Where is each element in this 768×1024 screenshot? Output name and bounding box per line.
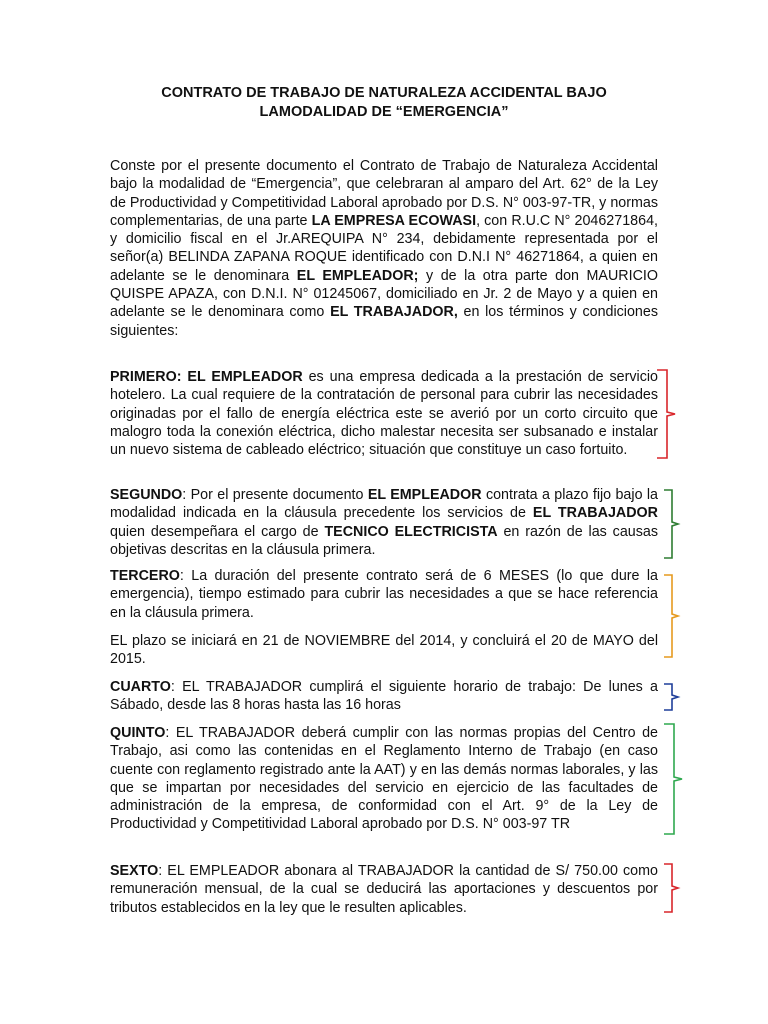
brace-tercero-path: [664, 575, 678, 657]
title-line-2: LAMODALIDAD DE “EMERGENCIA”: [259, 104, 509, 120]
brace-quinto-path: [664, 724, 682, 834]
cuarto-heading: CUARTO: [110, 679, 171, 695]
intro-text-1: Conste por el presente documento el Contrato de Trabajo de Naturaleza Accidental bajo la modalidad de “Emergencia”, que celebraran al amparo del Art. 62° de la Ley de Productividad y Competitividad Laboral aprobado por D.S. N° 003-97-TR, y normas complementarias, de una parte: [110, 158, 658, 229]
sexto-heading: SEXTO: [110, 863, 159, 879]
clause-cuarto: [110, 678, 658, 715]
intro-bold-empresa: LA EMPRESA ECOWASI: [311, 212, 477, 229]
primero-heading: PRIMERO: EL EMPLEADOR: [110, 369, 303, 385]
brace-cuarto: [662, 682, 684, 712]
quinto-text: : EL TRABAJADOR deberá cumplir con las normas propias del Centro de Trabajo, asi como las contenidas en el Reglamento Interno de Trabajo (en caso cuente con reglamento registrado ante la AAT) y en las demás normas laborales, y las que se impartan por necesidades del servicio en ejercicio de las facultades de administración de la empresa, de conformidad con el Art. 9° de la Ley de Productividad y Competitividad Laboral aprobado por D.S. N° 003-97 TR: [110, 725, 658, 833]
brace-sexto: [662, 862, 684, 914]
intro-paragraph: [110, 157, 658, 340]
intro-text-2: , con R.U.C N° 2046271864, y domicilio fiscal en el Jr.AREQUIPA N° 234, debidamente representada por el señor(a) BELINDA ZAPANA ROQUE identificado con D.N.I N° 46271864, a quien en adelante se le denominara: [110, 212, 658, 284]
intro-bold-trabajador: EL TRABAJADOR,: [330, 304, 458, 321]
segundo-text-3: quien desempeñara el cargo de: [110, 523, 325, 540]
segundo-text-1: : Por el presente documento: [182, 487, 368, 503]
segundo-text-2: contrata a plazo fijo bajo la modalidad indicada en la cláusula precedente los servicios de: [110, 487, 659, 522]
segundo-bold-trabajador: EL TRABAJADOR: [532, 505, 658, 522]
brace-primero-path: [657, 370, 675, 458]
segundo-heading: SEGUNDO: [110, 487, 183, 503]
title-line-1: CONTRATO DE TRABAJO DE NATURALEZA ACCIDENTAL BAJO: [161, 85, 607, 101]
brace-primero: [655, 368, 685, 460]
cuarto-text: : EL TRABAJADOR cumplirá el siguiente horario de trabajo: De lunes a Sábado, desde las 8 horas hasta las 16 horas: [110, 679, 658, 714]
clause-quinto: [110, 724, 658, 834]
primero-text: es una empresa dedicada a la prestación de servicio hotelero. La cual requiere de la contratación de personal para cubrir las necesidades originadas por el fallo de energía eléctrica este se averió por un corto circuito que malogro toda la conexión eléctrica, dicho malestar necesita ser subsanado e instalar un nuevo sistema de cableado eléctrico; situación que constituye un caso fortuito.: [110, 369, 658, 459]
segundo-bold-cargo: TECNICO ELECTRICISTA: [324, 523, 498, 540]
brace-segundo: [662, 488, 684, 560]
brace-sexto-path: [664, 864, 678, 912]
intro-bold-empleador: EL EMPLEADOR;: [296, 267, 419, 284]
tercero-text: : La duración del presente contrato será de 6 MESES (lo que dure la emergencia), tiempo estimado para cubrir las necesidades a que se hace referencia en la cláusula primera.: [110, 568, 658, 621]
brace-cuarto-path: [664, 684, 678, 710]
document-title: [110, 84, 658, 122]
segundo-bold-empleador: EL EMPLEADOR: [367, 487, 482, 503]
brace-segundo-path: [664, 490, 678, 558]
clause-tercero: [110, 567, 658, 622]
clause-segundo: [110, 486, 658, 559]
tercero-heading: TERCERO: [110, 568, 180, 584]
intro-text-3: y de la otra parte don MAURICIO QUISPE APAZA, con D.N.I. N° 01245067, domiciliado en Jr. 2 de Mayo y a quien en adelante se le denominara como: [110, 267, 659, 321]
intro-text-4: en los términos y condiciones siguientes:: [110, 304, 658, 339]
clause-primero: [110, 368, 658, 459]
clause-sexto: [110, 862, 658, 917]
sexto-text: : EL EMPLEADOR abonara al TRABAJADOR la cantidad de S/ 750.00 como remuneración mensual, de la cual se deducirá las aportaciones y descuentos por tributos establecidos en la ley que le resulten aplicables.: [110, 863, 658, 916]
plazo-paragraph: EL plazo se iniciará en 21 de NOVIEMBRE del 2014, y concluirá el 20 de MAYO del 2015.: [110, 633, 658, 668]
brace-quinto: [662, 722, 688, 836]
brace-tercero: [662, 573, 684, 659]
quinto-heading: QUINTO: [110, 725, 166, 741]
segundo-text-4: en razón de las causas objetivas descritas en la cláusula primera.: [110, 523, 658, 558]
